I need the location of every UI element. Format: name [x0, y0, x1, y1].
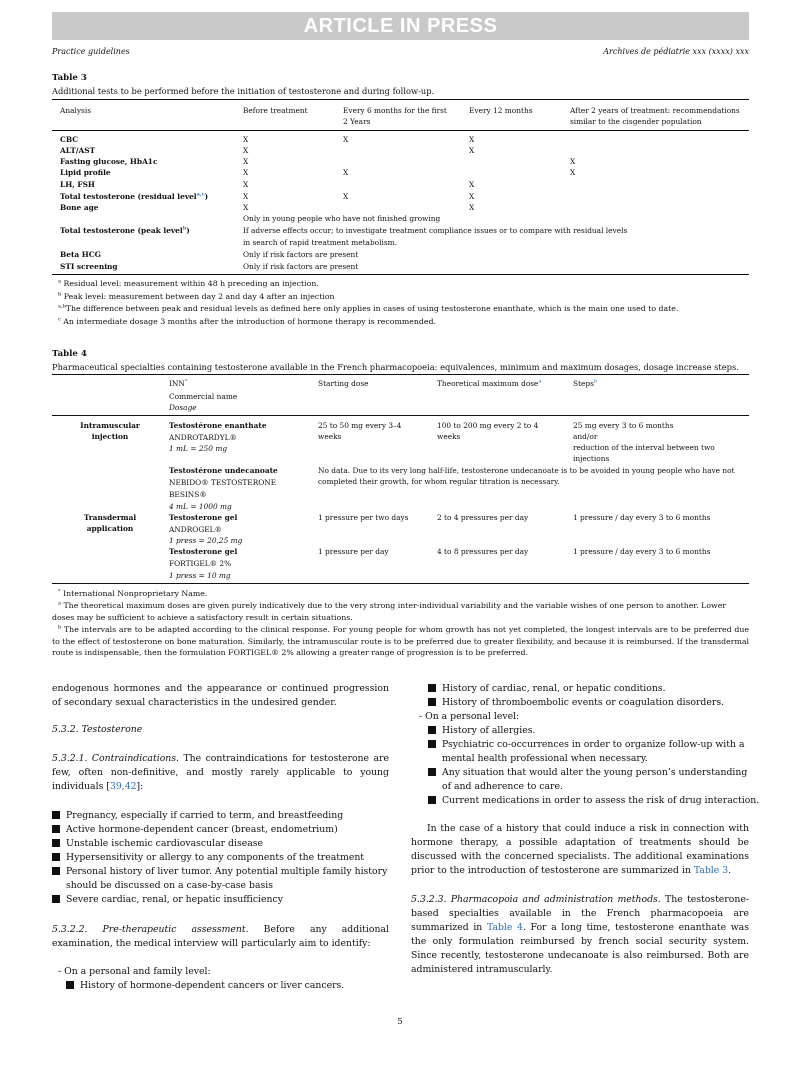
table4-undecanoate-note: No data. Due to its very long half-life, testosterone undecanoate is to be avoided in young people who have not completed their growth, for whom regular titration is necessary. [318, 466, 735, 486]
pretherapeutic-paragraph: 5.3.2.2. Pre-therapeutic assessment. Before any additional examination, the medical interview will particularly aim to identify: [52, 924, 389, 949]
list-item: Personal history of liver tumor. Any potential multiple family history [52, 865, 387, 879]
table3-peak-line1: If adverse effects occur; to investigate treatment compliance issues or to compare with residual levels [243, 226, 628, 235]
table3-cell-after: X [570, 157, 576, 166]
bullet-square-icon [52, 895, 60, 903]
list-item: Current medications in order to assess the risk of drug interaction. [428, 794, 759, 808]
footnote-mark: * [184, 378, 188, 385]
table3-cell-before: X [243, 157, 249, 166]
bullet-square-icon [66, 981, 74, 989]
table3-cell-analysis: ALT/AST [60, 146, 96, 155]
history-paragraph: In the case of a history that could induce a risk in connection with hormone therapy, a possible adaptation of treatments should be discussed with the concerned specialists. The additional examinations prior to the introduction of testosterone are summarized in Table 3. [411, 823, 749, 876]
bullet-square-icon [428, 726, 436, 734]
table4-undecanoate-dose: 4 mL = 1000 mg [169, 502, 232, 511]
pharmacopoeia-paragraph: 5.3.2.3. Pharmacopoia and administration methods. The testosterone-based specialties available in the French pharmacopoeia are summarized in Table 4. For a long time, testosterone enanthate was the only formulation reimbursed by french social security system. Since recently, testosterone undecanoate is also reimbursed. Both are administered intramuscularly. [411, 894, 749, 975]
table3-top-rule [52, 99, 749, 100]
table3-cell-analysis: Lipid profile [60, 168, 111, 177]
table3-cell-12months: X [469, 203, 475, 212]
table3-cell-12months: X [469, 180, 475, 189]
running-head-left: Practice guidelines [52, 47, 130, 56]
list-item-continuation: should be discussed on a case-by-case basis [66, 880, 274, 891]
list-item: Hypersensitivity or allergy to any components of the treatment [52, 851, 364, 865]
table3-cell-12months: X [469, 135, 475, 144]
table4-top-rule [52, 374, 749, 375]
footnote-mark: b [182, 225, 187, 232]
table4-header-dosage: Dosage [169, 403, 197, 412]
table3-header-after2years: After 2 years of treatment: recommendations similar to the cisgender population [570, 106, 740, 126]
table4-androgel-dose: 1 press = 20,25 mg [169, 536, 243, 545]
table4-fortigel-name: Testosterone gel [169, 547, 238, 556]
footnote-mark: b [593, 378, 598, 385]
section-5-3-2-heading: 5.3.2. Testosterone [52, 724, 143, 735]
table4-enanthate-dose: 1 mL = 250 mg [169, 444, 228, 453]
table3-footnote: $^{a,b}$The difference between peak and residual levels as defined here only applies in cases of using testosterone enanthate, which is the main one used to date. [58, 303, 679, 313]
table3-header-analysis: Analysis [60, 106, 91, 115]
list-item: History of allergies. [428, 724, 535, 738]
table4-fortigel-brand: FORTIGEL® 2% [169, 559, 232, 568]
table4-androgel-name: Testosterone gel [169, 513, 238, 522]
table4-undecanoate-brand2: BESINS® [169, 490, 207, 499]
table3-cell-before: X [243, 192, 249, 201]
bullet-square-icon [428, 684, 436, 692]
table4-enanthate-start: 25 to 50 mg every 3–4 weeks [318, 421, 402, 441]
list-item-continuation: mental health professional when necessary. [442, 753, 648, 764]
table3-header-rule [52, 130, 749, 131]
personal-level: - On a personal level: [419, 711, 520, 722]
bullet-square-icon [52, 839, 60, 847]
bullet-square-icon [52, 867, 60, 875]
table4-footnote-b: $^b$ The intervals are to be adapted according to the clinical response. For young people for whom growth has not yet completed, the longest intervals are to be preferred due to the effect of testosterone on bone maturation. Similarly, the intramuscular route is to be preferred due to greater flexibility, and because it is reimbursed. If the transdermal route is indispensable, then the formulation FORTIGEL® 2% allowing a greater range of progression is to be preferred. [52, 624, 749, 657]
bullet-square-icon [428, 796, 436, 804]
table3-caption: Additional tests to be performed before the initiation of testosterone and during follow-up. [52, 86, 435, 96]
list-item-continuation: of and adherence to care. [442, 781, 563, 792]
table3-cell-before: X [243, 135, 249, 144]
table3-cell-before: X [243, 203, 249, 212]
table4-enanthate-max: 100 to 200 mg every 2 to 4 weeks [437, 421, 539, 441]
table4-bottom-rule [52, 583, 749, 584]
table3-cell-12months: X [469, 146, 475, 155]
table4-header-commercial: Commercial name [169, 392, 238, 401]
list-item: Any situation that would alter the young person’s understanding [428, 766, 747, 780]
bullet-square-icon [52, 811, 60, 819]
table4-header-max: Theoretical maximum dose$^a$ [437, 378, 542, 388]
table3-header-12months: Every 12 months [469, 106, 533, 115]
table-4-link[interactable]: Table 4 [486, 922, 523, 933]
table4-footnote-a: $^a$ The theoretical maximum doses are given purely indicatively due to the very strong inter-individual variability and the variable wishes of one person to another. Lower doses may be sufficient to achieve a satisfactory result in certain situations. [52, 600, 727, 622]
table3-cell-6months: X [343, 192, 349, 201]
table4-undecanoate-brand: NEBIDO® TESTOSTERONE [169, 478, 277, 487]
footnote-mark: a [538, 378, 542, 385]
table3-header-6months: Every 6 months for the first 2 Years [343, 106, 447, 126]
list-item: Pregnancy, especially if carried to term, and breastfeeding [52, 809, 343, 823]
table3-beta-value: Only if risk factors are present [243, 250, 359, 259]
table4-fortigel-dose: 1 press = 10 mg [169, 571, 231, 580]
list-item: Severe cardiac, renal, or hepatic insufficiency [52, 893, 283, 907]
table4-fortigel-start: 1 pressure per day [318, 547, 389, 556]
table4-androgel-max: 2 to 4 pressures per day [437, 513, 529, 522]
table4-fortigel-steps: 1 pressure / day every 3 to 6 months [573, 547, 711, 556]
table4-androgel-steps: 1 pressure / day every 3 to 6 months [573, 513, 711, 522]
table4-header-inn: INN* [169, 378, 188, 388]
list-item: Psychiatric co-occurrences in order to organize follow-up with a [428, 738, 745, 752]
table4-route-im: Intramuscular injection [80, 421, 140, 441]
table3-footnote: $^c$ An intermediate dosage 3 months after the introduction of hormone therapy is recommended. [58, 316, 436, 326]
table3-sti-label: STI screening [60, 262, 118, 271]
table4-enanthate-name: Testostérone enanthate [169, 421, 267, 430]
table3-cell-analysis: Fasting glucose, HbA1c [60, 157, 158, 166]
bullet-square-icon [52, 825, 60, 833]
table4-header-start: Starting dose [318, 379, 369, 388]
page-number: 5 [397, 1017, 403, 1027]
table4-enanthate-brand: ANDROTARDYL® [169, 433, 237, 442]
contraindications-paragraph: 5.3.2.1. Contraindications. The contraindications for testosterone are few, often non-definitive, and mostly rarely applicable to young individuals [39,42]: [52, 753, 389, 792]
bullet-square-icon [428, 768, 436, 776]
table4-route-td: Transdermal application [83, 513, 137, 533]
bullet-square-icon [428, 740, 436, 748]
table4-enanthate-steps: 25 mg every 3 to 6 months and/or reduction of the interval between two injections [573, 421, 715, 463]
table4-header-rule [52, 415, 749, 416]
table3-cell-analysis: Total testosterone (residual level$^{a,c}$) [60, 191, 209, 201]
table4-footnote-star: * International Nonproprietary Name. [58, 588, 208, 598]
table3-title: Table 3 [52, 73, 87, 83]
table4-caption: Pharmaceutical specialties containing testosterone available in the French pharmacopoeia: equivalences, minimum and maximum dosages, dosage increase steps. [52, 362, 739, 372]
citation-link[interactable]: 39,42 [109, 781, 137, 792]
intro-paragraph: endogenous hormones and the appearance or continued progression of secondary sexual characteristics in the undesired gender. [52, 683, 389, 708]
table3-bone-age-note: Only in young people who have not finished growing [243, 214, 441, 223]
table4-header-steps: Steps$^b$ [573, 378, 598, 388]
table3-cell-12months: X [469, 192, 475, 201]
table3-footnote: $^b$ Peak level: measurement between day 2 and day 4 after an injection [58, 291, 335, 301]
table4-fortigel-max: 4 to 8 pressures per day [437, 547, 529, 556]
bullet-square-icon [52, 853, 60, 861]
table3-beta-label: Beta HCG [60, 250, 101, 259]
list-item: Active hormone-dependent cancer (breast, endometrium) [52, 823, 338, 837]
running-head-right: Archives de pédiatrie xxx (xxxx) xxx [603, 47, 749, 56]
table4-androgel-brand: ANDROGEL® [169, 525, 222, 534]
list-item: Unstable ischemic cardiovascular disease [52, 837, 263, 851]
table-3-link[interactable]: Table 3 [693, 865, 729, 876]
table3-peak-label: Total testosterone (peak level$^b$) [60, 225, 190, 235]
table3-cell-6months: X [343, 135, 349, 144]
table3-cell-6months: X [343, 168, 349, 177]
personal-family-level: - On a personal and family level: [58, 966, 211, 977]
table3-cell-analysis: CBC [60, 135, 79, 144]
table3-header-before: Before treatment [243, 106, 308, 115]
table3-cell-before: X [243, 180, 249, 189]
table3-sti-value: Only if risk factors are present [243, 262, 359, 271]
table3-cell-before: X [243, 168, 249, 177]
table4-androgel-start: 1 pressure per two days [318, 513, 409, 522]
list-item: History of thromboembolic events or coagulation disorders. [428, 696, 724, 710]
table3-footnote: $^a$ Residual level: measurement within 48 h preceding an injection. [58, 278, 319, 288]
list-item: History of hormone-dependent cancers or liver cancers. [66, 979, 344, 993]
table3-bottom-rule [52, 274, 749, 275]
table4-title: Table 4 [52, 349, 87, 359]
article-in-press-banner: ARTICLE IN PRESS [52, 12, 749, 40]
table3-cell-before: X [243, 146, 249, 155]
table3-cell-analysis: Bone age [60, 203, 99, 212]
list-item: History of cardiac, renal, or hepatic conditions. [428, 682, 666, 696]
table3-cell-after: X [570, 168, 576, 177]
footnote-mark: a,c [196, 191, 205, 198]
table4-undecanoate-name: Testostérone undecanoate [169, 466, 278, 475]
table3-cell-analysis: LH, FSH [60, 180, 95, 189]
bullet-square-icon [428, 698, 436, 706]
table3-peak-line2: in search of rapid treatment metabolism. [243, 238, 398, 247]
